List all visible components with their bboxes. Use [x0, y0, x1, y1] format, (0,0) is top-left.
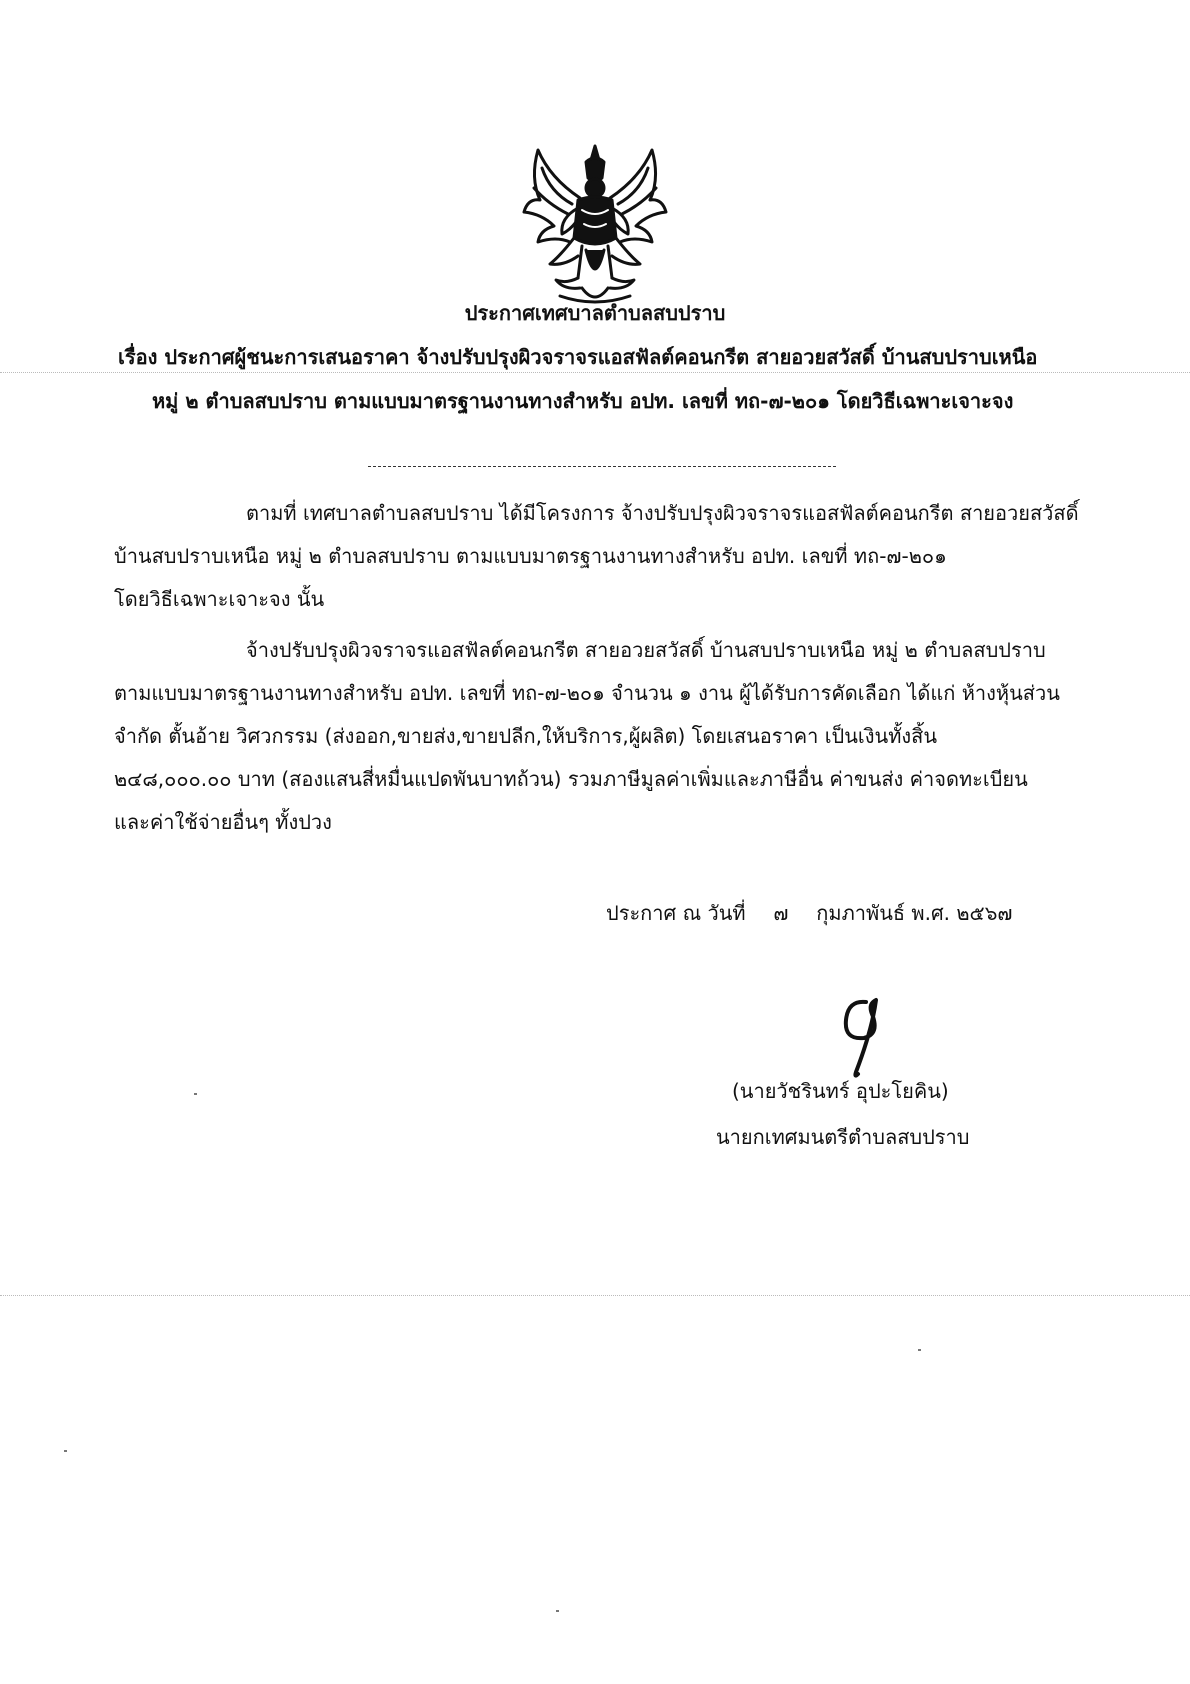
paragraph-1-line-2: บ้านสบปราบเหนือ หมู่ ๒ ตำบลสบปราบ ตามแบบมาตรฐานงานทางสำหรับ อปท. เลขที่ ทถ-๗-๒๐๑ — [114, 544, 947, 568]
signatory-name: (นายวัชรินทร์ อุปะโยคิน) — [732, 1079, 949, 1103]
date-day: ๗ — [773, 901, 789, 925]
announcement-title: ประกาศเทศบาลตำบลสบปราบ — [464, 301, 726, 325]
scan-speck — [64, 1450, 67, 1452]
date-month-year: กุมภาพันธ์ พ.ศ. ๒๕๖๗ — [816, 901, 1013, 925]
scan-artifact-line — [0, 372, 1190, 373]
separator-dashes — [368, 466, 836, 467]
paragraph-2-line-5: และค่าใช้จ่ายอื่นๆ ทั้งปวง — [114, 810, 332, 834]
paragraph-2-line-3: จำกัด ตั้นอ้าย วิศวกรรม (ส่งออก,ขายส่ง,ขายปลีก,ให้บริการ,ผู้ผลิต) โดยเสนอราคา เป็นเงินทั้งสิ้น — [114, 724, 938, 748]
paragraph-2-line-1: จ้างปรับปรุงผิวจราจรแอสฟัลต์คอนกรีต สายอวยสวัสดิ์ บ้านสบปราบเหนือ หมู่ ๒ ตำบลสบปราบ — [246, 638, 1046, 662]
scan-speck — [194, 1093, 197, 1095]
paragraph-1-line-3: โดยวิธีเฉพาะเจาะจง นั้น — [114, 587, 325, 611]
subject-line-1: เรื่อง ประกาศผู้ชนะการเสนอราคา จ้างปรับปรุงผิวจราจรแอสฟัลต์คอนกรีต สายอวยสวัสดิ์ บ้านสบปราบเหนือ — [118, 345, 1038, 369]
scan-speck — [556, 1610, 559, 1612]
subject-line-2: หมู่ ๒ ตำบลสบปราบ ตามแบบมาตรฐานงานทางสำหรับ อปท. เลขที่ ทถ-๗-๒๐๑ โดยวิธีเฉพาะเจาะจง — [152, 389, 1014, 413]
signatory-position: นายกเทศมนตรีตำบลสบปราบ — [716, 1125, 970, 1149]
paragraph-2-line-2: ตามแบบมาตรฐานงานทางสำหรับ อปท. เลขที่ ทถ-๗-๒๐๑ จำนวน ๑ งาน ผู้ได้รับการคัดเลือก ได้แก่ ห้างหุ้นส่วน — [114, 681, 1060, 705]
paragraph-2-line-4: ๒๔๘,๐๐๐.๐๐ บาท (สองแสนสี่หมื่นแปดพันบาทถ้วน) รวมภาษีมูลค่าเพิ่มและภาษีอื่น ค่าขนส่ง ค่าจดทะเบียน — [114, 767, 1028, 791]
handwritten-signature — [826, 990, 896, 1080]
announcement-date — [606, 900, 1012, 926]
scan-speck — [918, 1349, 921, 1351]
date-prefix: ประกาศ ณ วันที่ — [606, 901, 746, 925]
garuda-emblem-icon — [520, 138, 670, 308]
scan-artifact-line-lower — [0, 1295, 1190, 1296]
paragraph-1-line-1: ตามที่ เทศบาลตำบลสบปราบ ได้มีโครงการ จ้างปรับปรุงผิวจราจรแอสฟัลต์คอนกรีต สายอวยสวัสดิ์ — [246, 501, 1079, 525]
